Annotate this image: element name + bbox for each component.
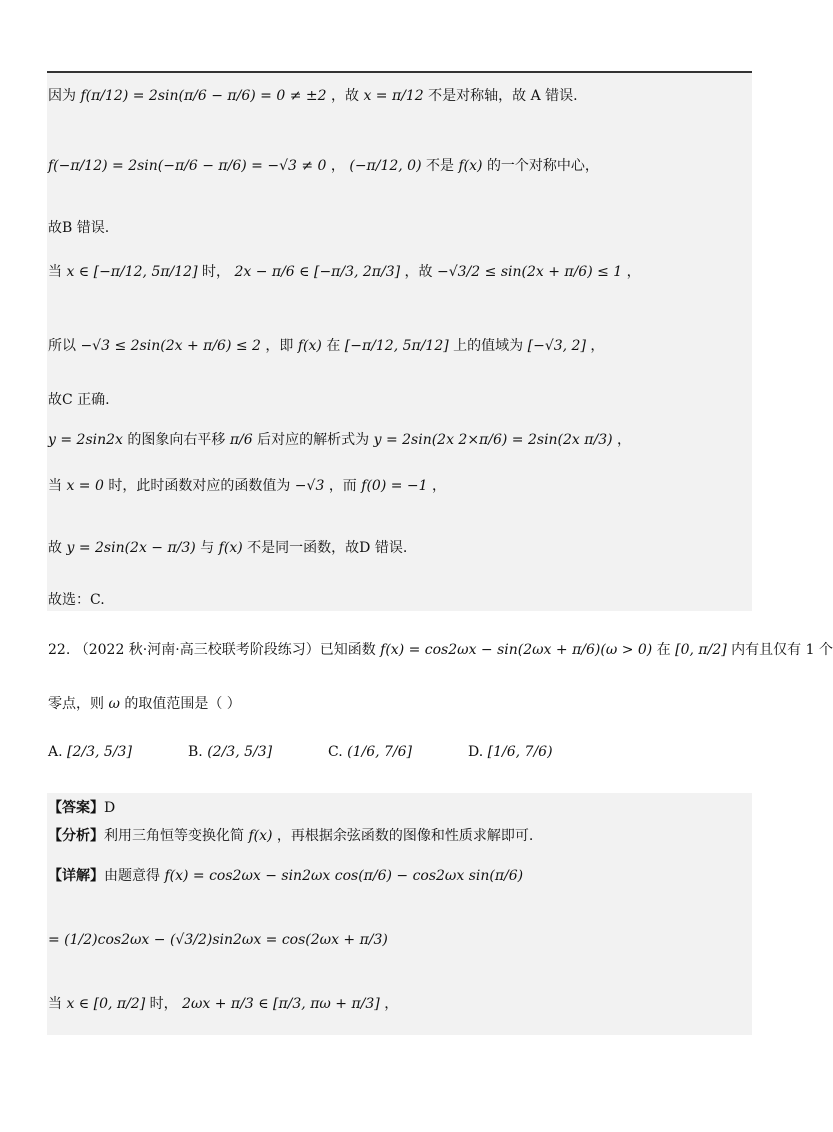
text: 不是 bbox=[426, 158, 455, 174]
solution-line-5 bbox=[48, 336, 604, 356]
option-label: D. bbox=[468, 744, 484, 760]
option-b bbox=[188, 742, 272, 762]
option-c bbox=[328, 742, 412, 762]
math-expression: f(−π/12) = 2sin(−π/6 − π/6) = −√3 ≠ 0 bbox=[48, 158, 327, 174]
text: 后对应的解析式为 bbox=[257, 432, 370, 448]
text: 时，此时函数对应的函数值为 bbox=[108, 478, 291, 494]
solution-line-2 bbox=[48, 156, 599, 176]
math-expression: f(x) = cos2ωx − sin(2ωx + π/6)(ω > 0) bbox=[380, 642, 653, 658]
math-expression: ω bbox=[108, 696, 120, 712]
math-expression: x = 0 bbox=[66, 478, 104, 494]
detail-line-1 bbox=[48, 866, 523, 886]
text: ，故 bbox=[330, 88, 359, 104]
text: ， bbox=[617, 432, 632, 448]
math-expression: −√3/2 ≤ sin(2x + π/6) ≤ 1 bbox=[437, 264, 623, 280]
text: ，即 bbox=[265, 338, 294, 354]
math-expression: x = π/12 bbox=[363, 88, 424, 104]
math-expression: y = 2sin2x bbox=[48, 432, 123, 448]
text: ，故 bbox=[404, 264, 433, 280]
text: 的取值范围是（ ） bbox=[124, 696, 241, 712]
detail-tag: 【详解】 bbox=[48, 868, 104, 884]
text: ， bbox=[330, 158, 345, 174]
math-expression: y = 2sin(2x 2×π/6) = 2sin(2x π/3) bbox=[373, 432, 613, 448]
text: 时， bbox=[149, 996, 178, 1012]
option-value: (2/3, 5/3] bbox=[207, 744, 273, 760]
text: 的图象向右平移 bbox=[127, 432, 226, 448]
text: 当 bbox=[48, 478, 62, 494]
answer-line bbox=[48, 798, 115, 818]
math-expression: = (1/2)cos2ωx − (√3/2)sin2ωx = cos(2ωx + π/3) bbox=[48, 932, 388, 948]
math-expression: −√3 ≤ 2sin(2x + π/6) ≤ 2 bbox=[80, 338, 261, 354]
math-expression: x ∈ [−π/12, 5π/12] bbox=[66, 264, 198, 280]
option-d bbox=[468, 742, 553, 762]
text: 零点，则 bbox=[48, 696, 104, 712]
analysis-tag: 【分析】 bbox=[48, 828, 104, 844]
top-rule bbox=[47, 71, 752, 73]
option-value: [1/6, 7/6) bbox=[487, 744, 553, 760]
question-22 bbox=[48, 640, 833, 660]
option-label: C. bbox=[328, 744, 343, 760]
text: 故选：C. bbox=[48, 592, 105, 608]
text: 故C 正确. bbox=[48, 392, 110, 408]
question-source: （2022 秋·河南·高三校联考阶段练习）已知函数 bbox=[74, 642, 376, 658]
option-a bbox=[48, 742, 132, 762]
solution-line-4 bbox=[48, 262, 641, 282]
solution-line-6 bbox=[48, 390, 110, 410]
solution-line-9 bbox=[48, 538, 407, 558]
math-expression: f(x) bbox=[297, 338, 322, 354]
text: 在 bbox=[326, 338, 341, 354]
analysis-line bbox=[48, 826, 533, 846]
math-expression: f(x) bbox=[458, 158, 483, 174]
answer-value: D bbox=[104, 800, 116, 816]
text: 不是对称轴，故 A 错误. bbox=[428, 88, 578, 104]
math-expression: x ∈ [0, π/2] bbox=[66, 996, 146, 1012]
text: 内有且仅有 1 个 bbox=[731, 642, 833, 658]
text: ，而 bbox=[328, 478, 357, 494]
text: ，再根据余弦函数的图像和性质求解即可. bbox=[276, 828, 534, 844]
math-expression: [0, π/2] bbox=[675, 642, 727, 658]
text: 由题意得 bbox=[104, 868, 160, 884]
detail-line-2 bbox=[48, 930, 388, 950]
solution-line-10 bbox=[48, 590, 105, 610]
text: 在 bbox=[656, 642, 671, 658]
math-expression: −√3 bbox=[294, 478, 325, 494]
text: 时， bbox=[202, 264, 230, 280]
text: 故 bbox=[48, 540, 62, 556]
math-expression: y = 2sin(2x − π/3) bbox=[66, 540, 196, 556]
text: ， bbox=[432, 478, 446, 494]
option-label: B. bbox=[188, 744, 203, 760]
text: 的一个对称中心， bbox=[486, 158, 599, 174]
option-label: A. bbox=[48, 744, 63, 760]
option-value: [2/3, 5/3] bbox=[67, 744, 132, 760]
text: 与 bbox=[200, 540, 215, 556]
math-expression: f(x) = cos2ωx − sin2ωx cos(π/6) − cos2ωx sin(π/6) bbox=[164, 868, 524, 884]
math-expression: [−π/12, 5π/12] bbox=[344, 338, 449, 354]
math-expression: f(x) bbox=[248, 828, 273, 844]
detail-line-3 bbox=[48, 994, 398, 1014]
text: 不是同一函数，故D 错误. bbox=[247, 540, 408, 556]
math-expression: f(π/12) = 2sin(π/6 − π/6) = 0 ≠ ±2 bbox=[80, 88, 327, 104]
math-expression: f(x) bbox=[218, 540, 243, 556]
math-expression: (−π/12, 0) bbox=[349, 158, 422, 174]
math-expression: 2ωx + π/3 ∈ [π/3, πω + π/3] bbox=[182, 996, 380, 1012]
text: ， bbox=[626, 264, 641, 280]
text: 故B 错误. bbox=[48, 220, 110, 236]
text: ， bbox=[384, 996, 399, 1012]
text: 当 bbox=[48, 996, 62, 1012]
math-expression: 2x − π/6 ∈ [−π/3, 2π/3] bbox=[234, 264, 401, 280]
solution-line-3 bbox=[48, 218, 109, 238]
answer-tag: 【答案】 bbox=[48, 800, 104, 816]
option-value: (1/6, 7/6] bbox=[347, 744, 413, 760]
math-expression: [−√3, 2] bbox=[527, 338, 586, 354]
text: 因为 bbox=[48, 88, 76, 104]
math-expression: π/6 bbox=[229, 432, 253, 448]
text: 所以 bbox=[48, 338, 76, 354]
question-number: 22. bbox=[48, 642, 71, 658]
text: ， bbox=[590, 338, 605, 354]
solution-line-8 bbox=[48, 476, 446, 496]
text: 利用三角恒等变换化简 bbox=[104, 828, 244, 844]
question-22-line-2 bbox=[48, 694, 241, 714]
text: 当 bbox=[48, 264, 62, 280]
text: 上的值域为 bbox=[453, 338, 524, 354]
solution-line-1 bbox=[48, 86, 578, 106]
math-expression: f(0) = −1 bbox=[361, 478, 428, 494]
solution-line-7 bbox=[48, 430, 631, 450]
